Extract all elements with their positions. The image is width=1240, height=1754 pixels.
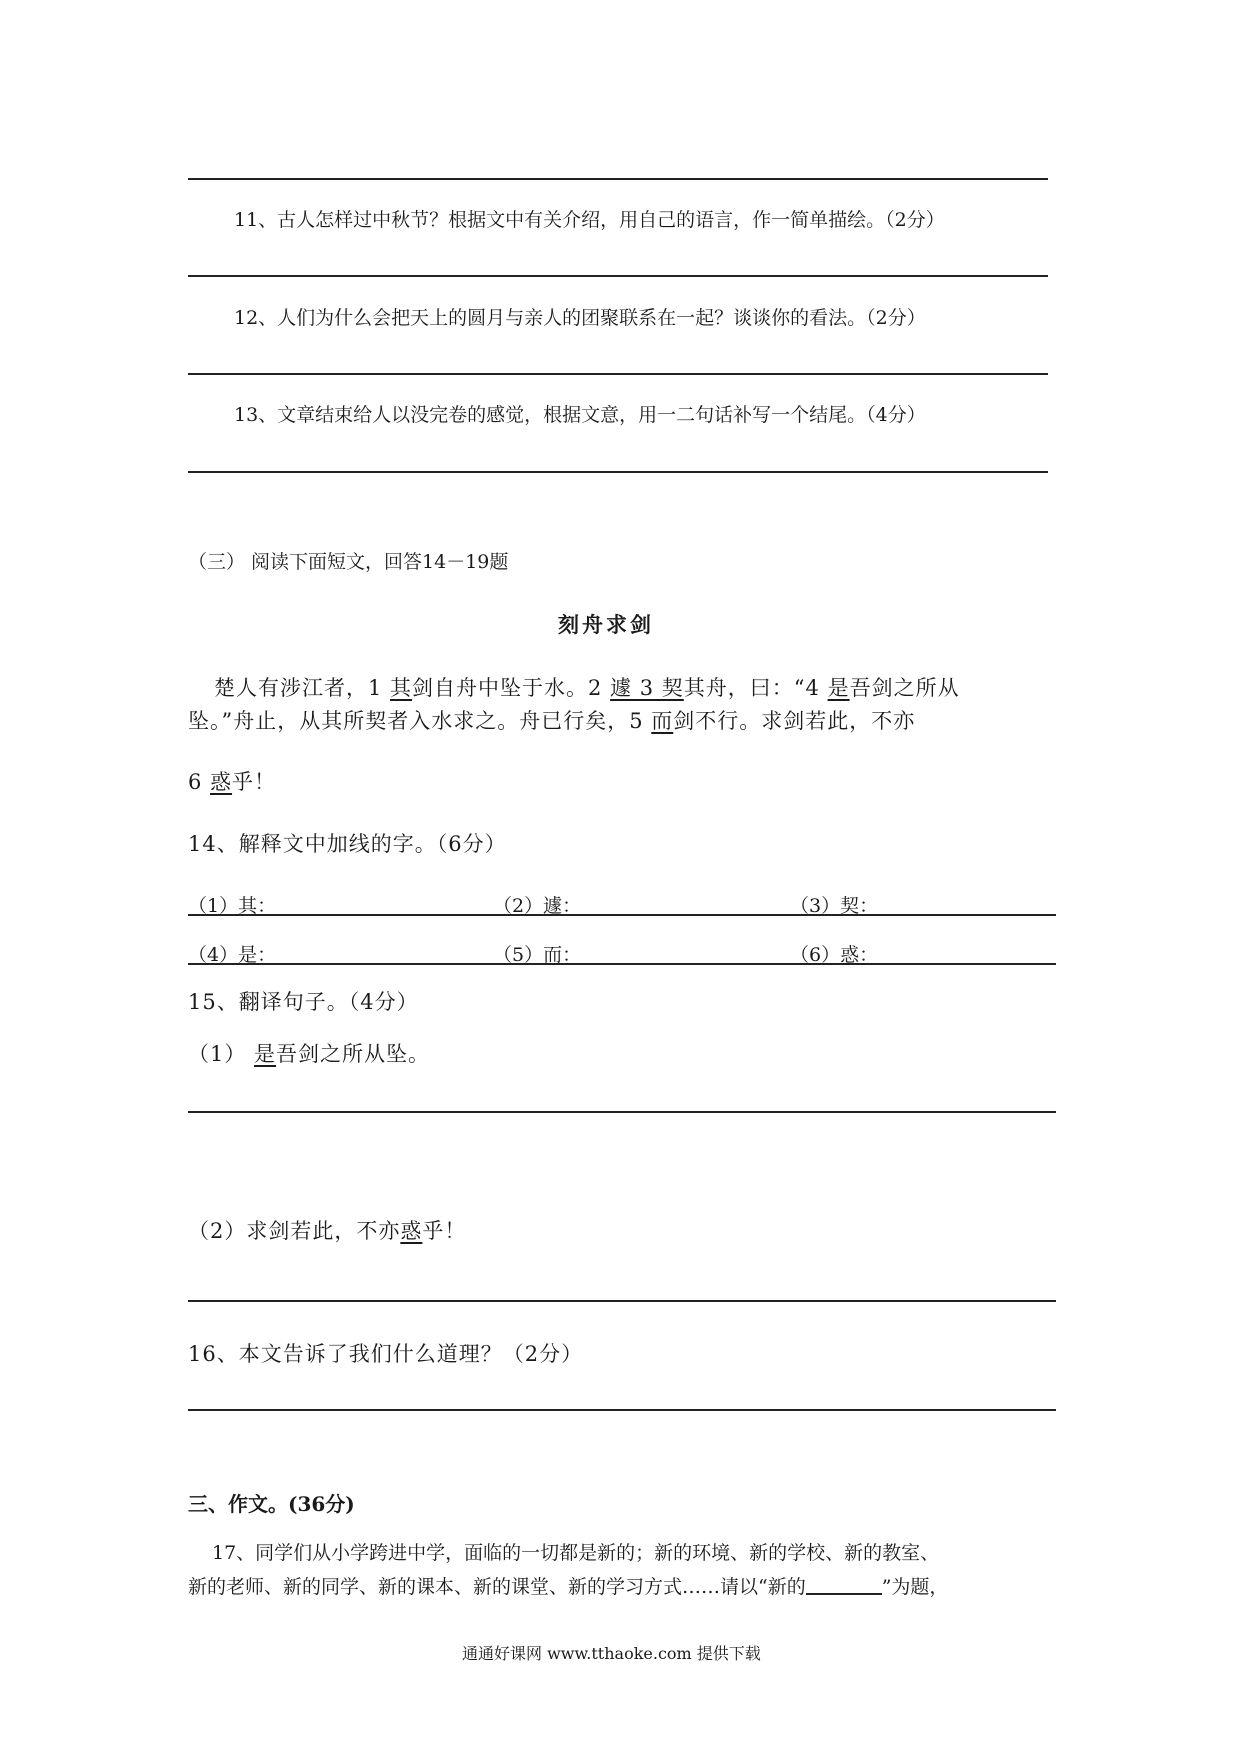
answer-line (188, 914, 1056, 916)
q14-item-3: （3）契： (790, 895, 879, 917)
q14-item-1: （1）其： (188, 895, 277, 917)
q14-item-4: （4）是： (188, 944, 277, 966)
passage-title: 刻舟求剑 (558, 612, 654, 637)
passage-line-1: 楚人有涉江者，1 其剑自舟中坠于水。2 遽 3 契其舟，曰：“4 是吾剑之所从 (214, 676, 960, 700)
q14-item-6: （6）惑： (790, 944, 879, 966)
q14-item-2: （2）遽： (493, 895, 582, 917)
composition-heading: 三、作文。(36分) (188, 1492, 355, 1516)
answer-line (188, 1409, 1056, 1411)
composition-line-1: 17、同学们从小学跨进中学，面临的一切都是新的；新的环境、新的学校、新的教室、 (212, 1542, 940, 1564)
question-13: 13、文章结束给人以没完卷的感觉，根据文意，用一二句话补写一个结尾。（4分） (234, 404, 926, 426)
footer-text: 通通好课网 www.tthaoke.com 提供下载 (462, 1644, 761, 1663)
title-blank (806, 1575, 882, 1595)
question-15-2: （2）求剑若此，不亦惑乎！ (188, 1219, 467, 1243)
question-12: 12、人们为什么会把天上的圆月与亲人的团聚联系在一起？谈谈你的看法。（2分） (234, 307, 926, 329)
answer-line (188, 178, 1048, 180)
answer-line (188, 963, 1056, 965)
question-11: 11、古人怎样过中秋节？根据文中有关介绍，用自己的语言，作一简单描绘。（2分） (234, 209, 945, 231)
question-16: 16、本文告诉了我们什么道理？（2分） (188, 1342, 584, 1366)
passage-line-2: 坠。”舟止，从其所契者入水求之。舟已行矣，5 而剑不行。求剑若此，不亦 (188, 709, 916, 733)
question-15-1: （1） 是吾剑之所从坠。 (188, 1042, 431, 1066)
composition-line-2: 新的老师、新的同学、新的课本、新的课堂、新的学习方式……请以“新的 ”为题， (188, 1576, 949, 1598)
passage-line-3: 6 惑乎！ (188, 770, 277, 794)
answer-line (188, 1111, 1056, 1113)
question-15: 15、翻译句子。（4分） (188, 990, 419, 1014)
answer-line (188, 275, 1048, 277)
question-14: 14、解释文中加线的字。（6分） (188, 832, 507, 856)
answer-line (188, 373, 1048, 375)
section-heading: （三） 阅读下面短文，回答14－19题 (188, 551, 509, 573)
answer-line (188, 1300, 1056, 1302)
answer-line (188, 471, 1048, 473)
q14-item-5: （5）而： (493, 944, 582, 966)
